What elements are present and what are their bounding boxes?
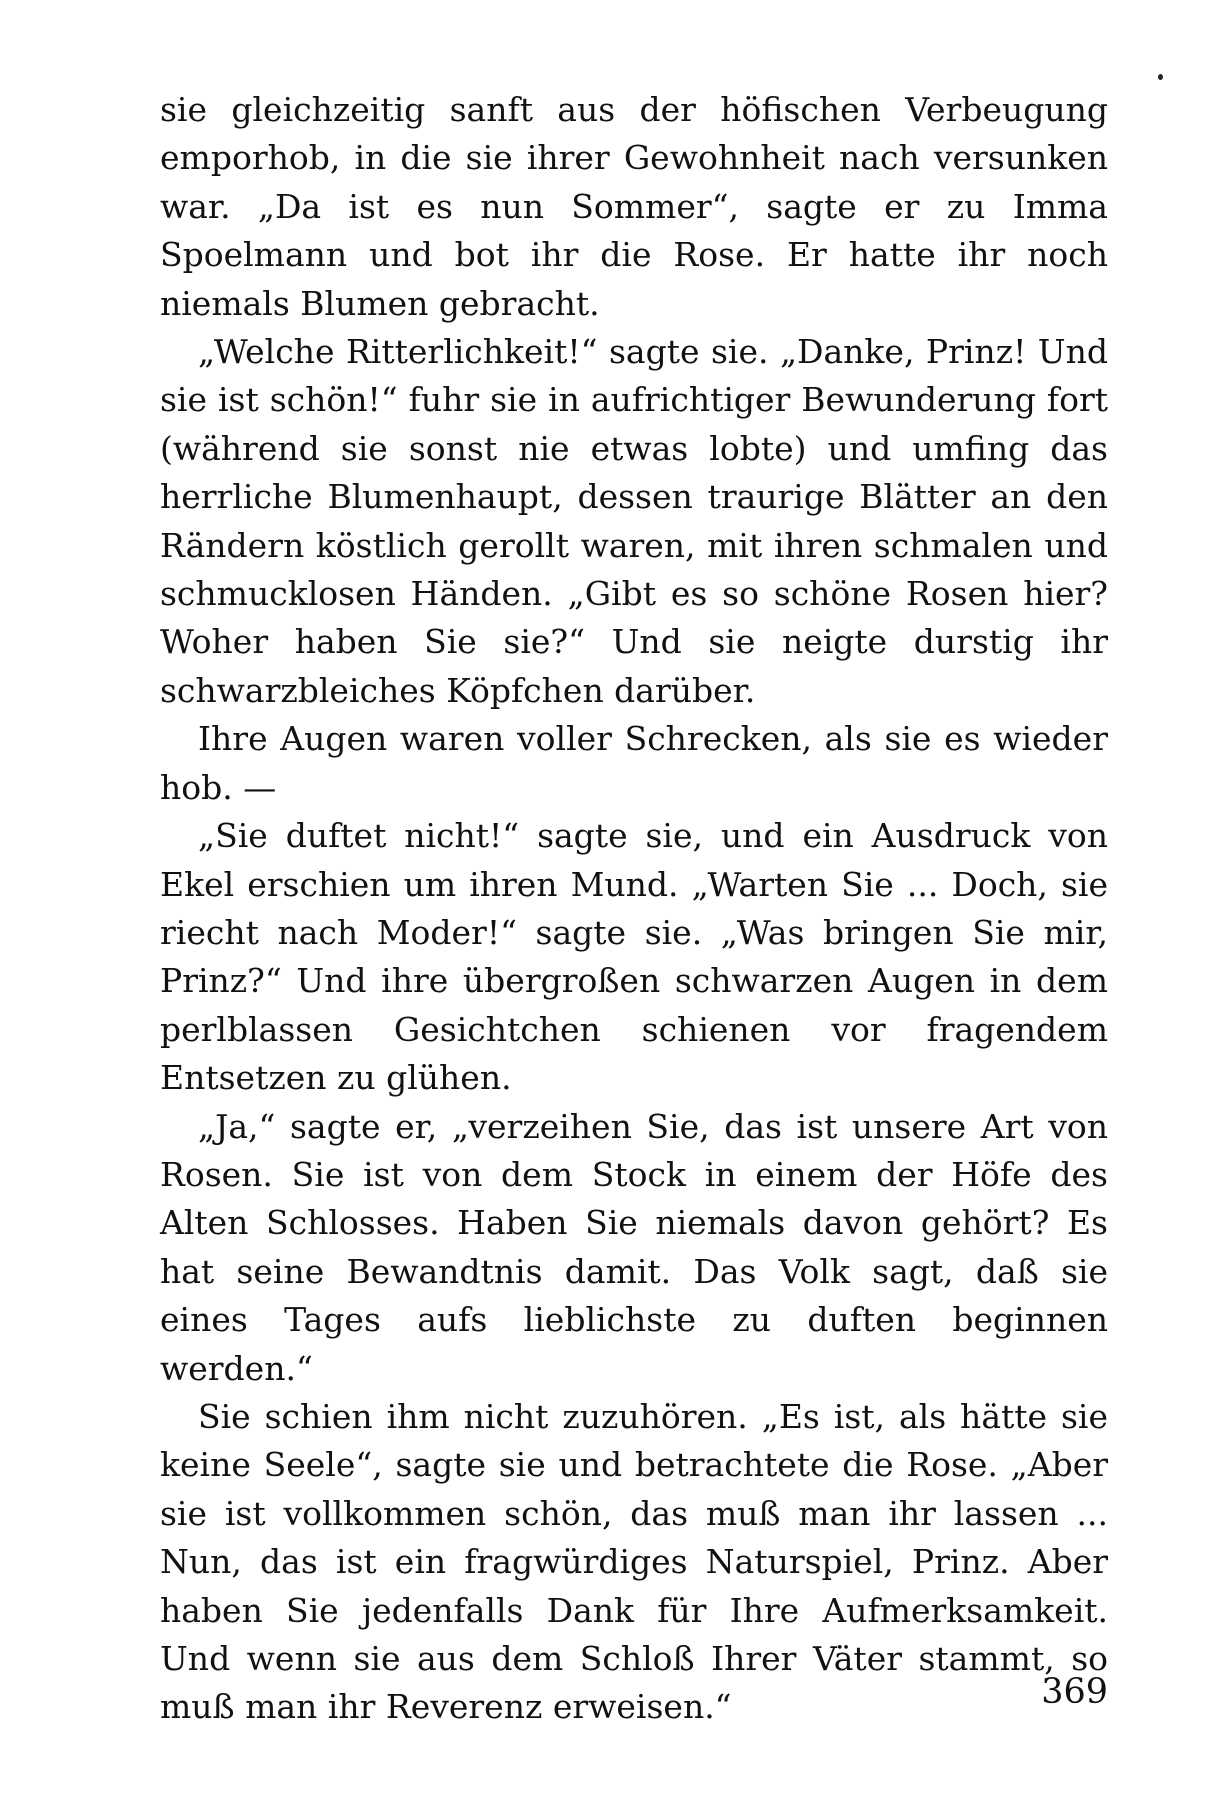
- paragraph: „Sie duftet nicht!“ sagte sie, und ein Ausdruck von Ekel erschien um ihren Mund. „Warten Sie ... Doch, sie riecht nach Moder!“ sagte sie. „Was bringen Sie mir, Prinz?“ Und ihre übergroßen schwarzen Augen in dem perlblassen Gesichtchen schienen vor fragendem Entsetzen zu glühen.: [160, 816, 1108, 1098]
- paragraph-continuation: sie gleichzeitig sanft aus der höfischen Verbeugung emporhob, in die sie ihrer Gewohnheit nach versunken war. „Da ist es nun Sommer“, sagte er zu Imma Spoelmann und bot ihr die Rose. Er hatte ihr noch niemals Blumen gebracht.: [160, 90, 1108, 323]
- body-text: [160, 86, 1108, 1732]
- paragraph: Ihre Augen waren voller Schrecken, als sie es wieder hob. —: [160, 719, 1108, 807]
- paragraph: „Ja,“ sagte er, „verzeihen Sie, das ist unsere Art von Rosen. Sie ist von dem Stock in einem der Höfe des Alten Schlosses. Haben Sie niemals davon gehört? Es hat seine Bewandtnis damit. Das Volk sagt, daß sie eines Tages aufs lieblichste zu duften beginnen werden.“: [160, 1106, 1108, 1388]
- paragraph: „Welche Ritterlichkeit!“ sagte sie. „Danke, Prinz! Und sie ist schön!“ fuhr sie in aufrichtiger Bewunderung fort (während sie sonst nie etwas lobte) und umfing das herrliche Blumenhaupt, dessen traurige Blätter an den Rändern köstlich gerollt waren, mit ihren schmalen und schmucklosen Händen. „Gibt es so schöne Rosen hier? Woher haben Sie sie?“ Und sie neigte durstig ihr schwarzbleiches Köpfchen darüber.: [160, 332, 1108, 710]
- ink-speck: [1158, 74, 1163, 80]
- page-number: 369: [1041, 1672, 1108, 1712]
- paragraph: Sie schien ihm nicht zuzuhören. „Es ist, als hätte sie keine Seele“, sagte sie und betrachtete die Rose. „Aber sie ist vollkommen schön, das muß man ihr lassen ... Nun, das ist ein fragwürdiges Naturspiel, Prinz. Aber haben Sie jedenfalls Dank für Ihre Aufmerksamkeit. Und wenn sie aus dem Schloß Ihrer Väter stammt, so muß man ihr Reverenz erweisen.“: [160, 1396, 1108, 1727]
